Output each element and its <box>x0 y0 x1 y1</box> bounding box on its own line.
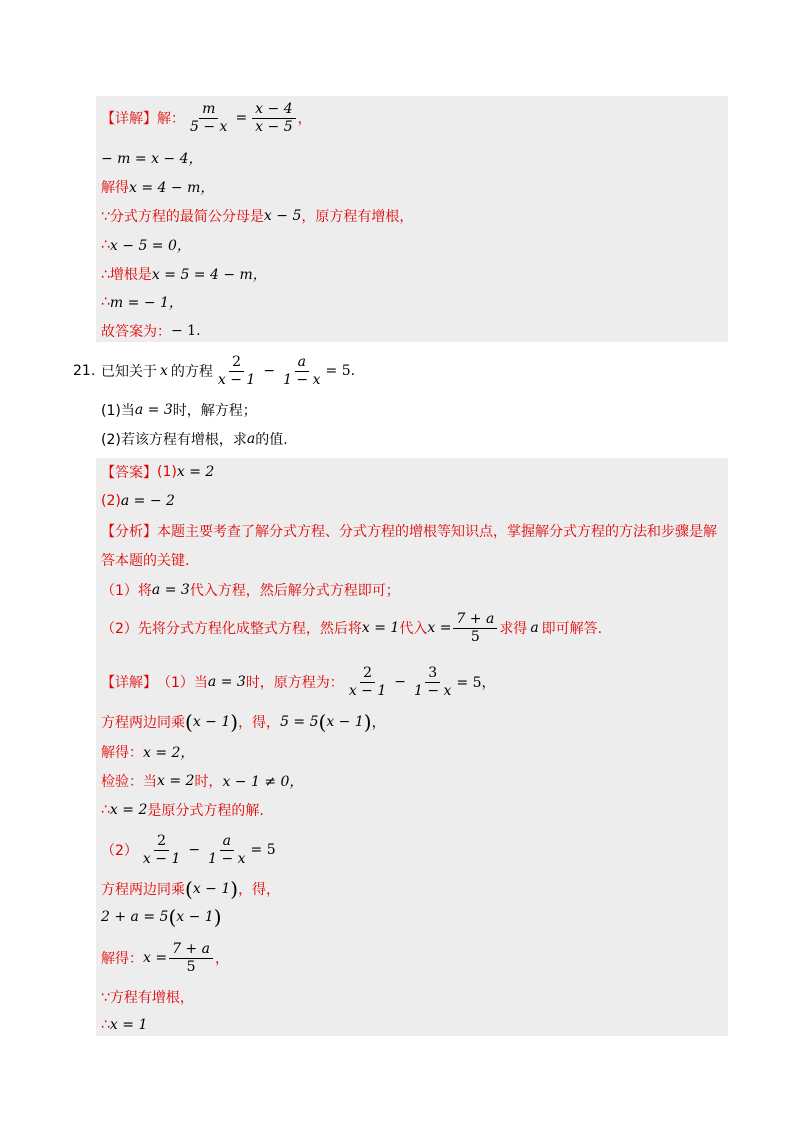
detail-line-2: − m = x − 4， <box>101 151 203 167</box>
fraction-m-over-5-x: $\frac{m}{5 - x}$ <box>190 101 228 135</box>
fraction-2-over-x-1: $\frac{2}{x - 1}$ <box>142 833 181 867</box>
detail2-line-8: 2 + a = 5 ( x − 1 ) <box>101 905 222 929</box>
detail-tag: 【详解】 <box>101 111 157 127</box>
answer-line-2: (2) a = − 2 <box>101 493 175 509</box>
detail2-line-5: ∴ x = 2 是原分式方程的解. <box>101 802 264 819</box>
detail-line-4: ∵分式方程的最简公分母是 x − 5 ，原方程有增根， <box>101 208 414 225</box>
detail-line-3: 解得 x = 4 − m， <box>101 180 215 196</box>
problem-21-statement: 已知关于 x 的方程 $\frac{2}{x - 1}$ − $\frac{a}{1 - x}$ = 5. <box>101 354 356 388</box>
detail2-line-4: 检验：当 x = 2 时， x − 1 ≠ 0， <box>101 773 304 790</box>
detail-line-8: 故答案为： − 1. <box>101 323 201 340</box>
question-1: (1)当 a = 3 时，解方程； <box>101 402 257 419</box>
detail2-line-3: 解得： x = 2， <box>101 745 195 761</box>
detail-line-1: 【详解】 解： $\frac{m}{5 - x}$ = $\frac{x - 4}{x - 5}$ ， <box>101 101 312 135</box>
fraction-x4-over-x5: $\frac{x - 4}{x - 5}$ <box>252 101 295 134</box>
detail2-tag: 【详解】 <box>101 675 157 691</box>
fraction-2-over-x-1: $\frac{2}{x - 1}$ <box>348 665 387 699</box>
solve-label: 解： <box>157 111 185 127</box>
detail-line-5: ∴ x − 5 = 0， <box>101 237 191 254</box>
problem-21-number: 21. <box>73 363 96 379</box>
analysis-tag: 【分析】 <box>101 524 157 540</box>
detail-line-6: ∴增根是 x = 5 = 4 − m， <box>101 267 267 283</box>
detail2-line-1: 【详解】 （1）当 a = 3 时，原方程为： $\frac{2}{x - 1}$ − $\frac{3}{1 - x}$ = 5， <box>101 665 496 699</box>
detail2-line-6: （2） $\frac{2}{x - 1}$ − $\frac{a}{1 - x}$ = 5 <box>101 833 276 867</box>
analysis-line-1: 【分析】 本题主要考查了解分式方程、分式方程的增根等知识点，掌握解分式方程的方法和步骤是解 <box>101 521 717 541</box>
analysis-step-1: （1）将 a = 3 代入方程，然后解分式方程即可； <box>101 582 400 599</box>
analysis-step-2: （2）先将分式方程化成整式方程，然后将 x = 1 代入 x = $\frac{7 + a}{5}$ 求得 a 即可解答. <box>101 611 603 645</box>
fraction-3-over-1-x: $\frac{3}{1 - x}$ <box>413 665 452 699</box>
detail2-line-10: ∵方程有增根， <box>101 990 194 1006</box>
analysis-line-2: 答本题的关键. <box>101 553 190 569</box>
answer-tag: 【答案】 <box>101 465 157 481</box>
fraction-7a-over-5: $\frac{7 + a}{5}$ <box>169 941 213 974</box>
detail2-line-7: 方程两边同乘 ( x − 1 ) ，得， <box>101 877 281 901</box>
detail2-line-2: 方程两边同乘 ( x − 1 ) ，得， 5 = 5 ( x − 1 ) ， <box>101 710 386 734</box>
fraction-7a-over-5: $\frac{7 + a}{5}$ <box>453 611 497 644</box>
question-2: (2)若该方程有增根，求 a 的值. <box>101 431 288 448</box>
detail-line-7: ∴ m = − 1， <box>101 294 183 311</box>
fraction-a-over-1-x: $\frac{a}{1 - x}$ <box>208 833 246 867</box>
detail2-line-9: 解得： x = $\frac{7 + a}{5}$ ， <box>101 941 229 975</box>
answer-line-1: 【答案】 (1) x = 2 <box>101 464 215 481</box>
fraction-a-over-1-x: $\frac{a}{1 - x}$ <box>283 354 321 388</box>
detail2-line-11: ∴ x = 1 <box>101 1017 148 1033</box>
fraction-2-over-x-1: $\frac{2}{x - 1}$ <box>217 354 256 388</box>
